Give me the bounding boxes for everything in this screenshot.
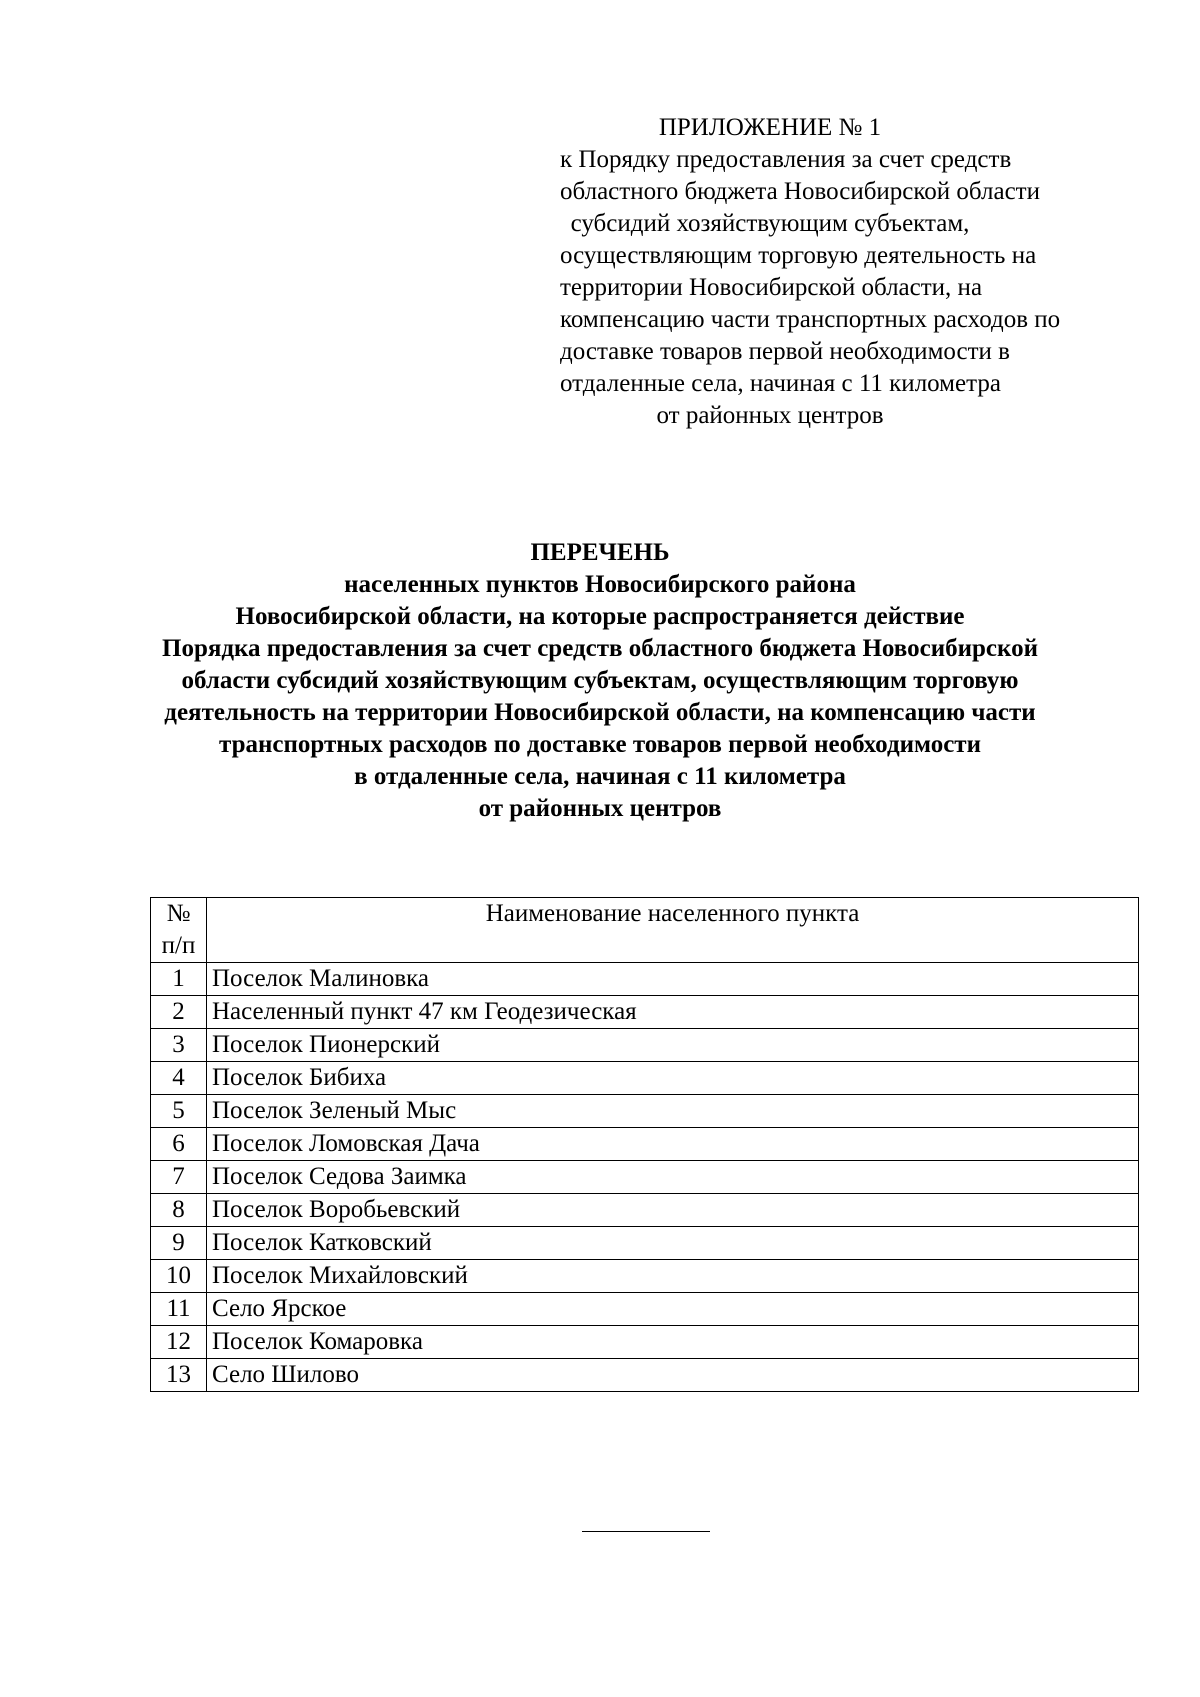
table-row [151,1293,1139,1326]
end-divider [582,1531,710,1532]
table-row [151,1062,1139,1095]
heading-title: ПЕРЕЧЕНЬ [530,539,670,566]
heading-line: транспортных расходов по доставке товаров первой необходимости [219,731,981,758]
table-header-row [151,898,1139,963]
heading-line: Новосибирской области, на которые распространяется действие [235,603,965,630]
settlements-table [150,897,1139,1392]
row-number: 7 [151,1161,207,1194]
table-body [151,963,1139,1392]
row-number: 9 [151,1227,207,1260]
table-row [151,1029,1139,1062]
row-number: 5 [151,1095,207,1128]
settlement-name: Село Шилово [207,1359,1139,1392]
row-number: 6 [151,1128,207,1161]
appendix-line: отдаленные села, начиная с 11 километра [560,370,1001,397]
heading-line: населенных пунктов Новосибирского района [344,571,856,598]
column-header-name: Наименование населенного пункта [207,898,1139,963]
table-row [151,996,1139,1029]
heading-line: от районных центров [478,795,722,822]
table-row [151,1359,1139,1392]
number-header-line1: № [166,900,191,927]
appendix-title: ПРИЛОЖЕНИЕ № 1 [658,114,882,141]
heading-line: области субсидий хозяйствующим субъектам, осуществляющим торговую [181,667,1019,694]
settlement-name: Поселок Воробьевский [207,1194,1139,1227]
settlement-name: Поселок Михайловский [207,1260,1139,1293]
appendix-line: осуществляющим торговую деятельность на [560,242,1037,269]
appendix-line: к Порядку предоставления за счет средств [560,146,1012,173]
row-number: 1 [151,963,207,996]
settlement-name: Поселок Малиновка [207,963,1139,996]
row-number: 8 [151,1194,207,1227]
heading-line: деятельность на территории Новосибирской области, на компенсацию части [164,699,1036,726]
table-row [151,963,1139,996]
appendix-line: территории Новосибирской области, на [560,274,983,301]
settlement-name: Поселок Ломовская Дача [207,1128,1139,1161]
row-number: 2 [151,996,207,1029]
heading-line: Порядка предоставления за счет средств областного бюджета Новосибирской [162,635,1038,662]
table-row [151,1095,1139,1128]
row-number: 11 [151,1293,207,1326]
column-header-number [151,898,207,963]
table-row [151,1161,1139,1194]
settlement-name: Населенный пункт 47 км Геодезическая [207,996,1139,1029]
appendix-line: областного бюджета Новосибирской области [560,178,1040,205]
number-header-line2: п/п [161,932,196,959]
settlement-name: Поселок Комаровка [207,1326,1139,1359]
settlement-name: Поселок Зеленый Мыс [207,1095,1139,1128]
appendix-line: компенсацию части транспортных расходов по [560,306,1061,333]
row-number: 10 [151,1260,207,1293]
table-row [151,1326,1139,1359]
appendix-line: доставке товаров первой необходимости в [560,338,1010,365]
heading-line: в отдаленные села, начиная с 11 километра [354,763,846,790]
table-row [151,1128,1139,1161]
row-number: 13 [151,1359,207,1392]
settlement-name: Поселок Бибиха [207,1062,1139,1095]
appendix-line: субсидий хозяйствующим субъектам, [570,210,970,237]
appendix-block [560,112,1061,432]
table-row [151,1227,1139,1260]
table-row [151,1194,1139,1227]
table-row [151,1260,1139,1293]
row-number: 3 [151,1029,207,1062]
row-number: 12 [151,1326,207,1359]
settlement-name: Поселок Катковский [207,1227,1139,1260]
settlement-name: Село Ярское [207,1293,1139,1326]
appendix-line: от районных центров [656,402,884,429]
document-heading [100,537,1100,825]
settlement-name: Поселок Пионерский [207,1029,1139,1062]
row-number: 4 [151,1062,207,1095]
settlement-name: Поселок Седова Заимка [207,1161,1139,1194]
